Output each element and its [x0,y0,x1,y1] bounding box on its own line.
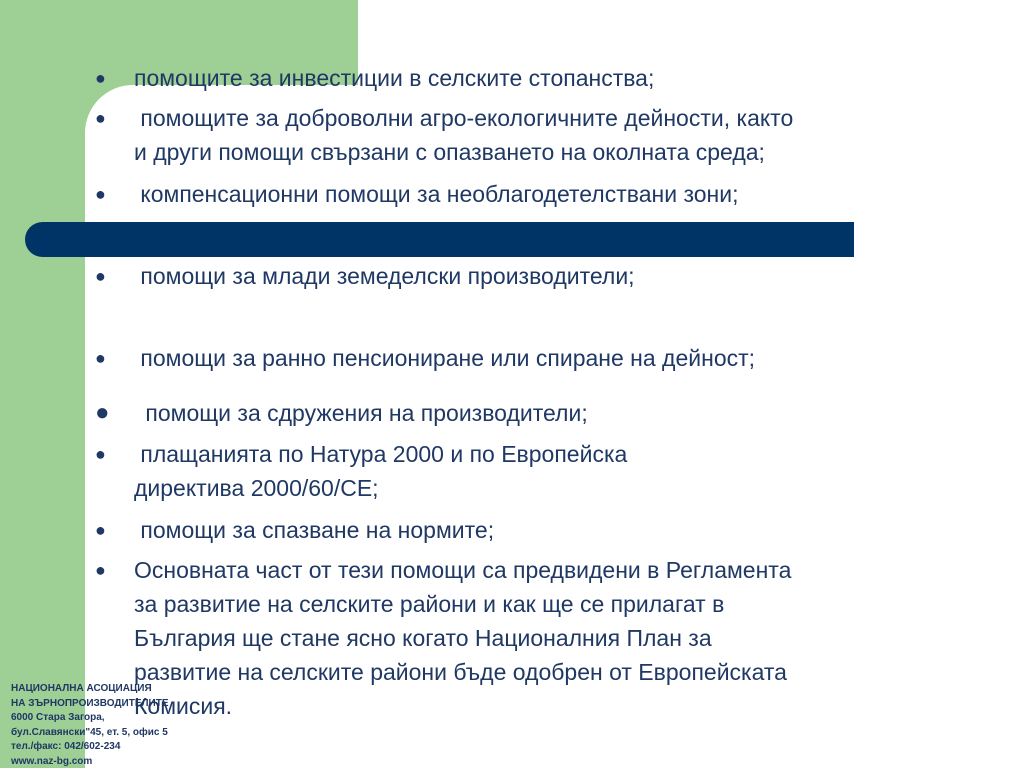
bullet-icon: ● [95,341,119,375]
list-item [95,259,965,293]
bullet-icon: ● [95,396,119,430]
list-item [95,437,965,505]
list-item [95,177,965,211]
footer-address: бул.Славянски"45, ет. 5, офис 5 [11,726,169,741]
footer-line: НА ЗЪРНОПРОИЗВОДИТЕЛИТЕ [11,697,169,712]
list-item [95,553,965,723]
list-item-text: помощи за сдружения на производители; [139,396,965,430]
list-item [95,341,965,375]
list-item [95,61,965,95]
list-item [95,513,965,547]
list-item-text: помощи за ранно пенсиониране или спиране на дейност; [134,341,965,375]
list-item-text: компенсационни помощи за необлагодетелствани зони; [134,177,965,211]
list-item-text: Основната част от тези помощи са предвидени в Регламента за развитие на селските райони и как ще се прилагат в България ще стане ясно когато Националния План за развитие на селските райони бъде одобрен от Европейската Комисия. [134,553,965,723]
footer-line: НАЦИОНАЛНА АСОЦИАЦИЯ [11,682,169,697]
footer-address: 6000 Стара Загора, [11,711,169,726]
bullet-icon: ● [95,513,119,547]
list-item-text: помощи за спазване на нормите; [134,513,965,547]
organization-footer [11,682,169,769]
bullet-icon: ● [95,553,119,587]
list-item-text: плащанията по Натура 2000 и по Европейска директива 2000/60/СЕ; [134,437,965,505]
list-item [95,396,965,430]
footer-website: www.naz-bg.com [11,755,169,769]
list-item [95,101,965,169]
list-item-text: помощи за млади земеделски производители; [134,259,965,293]
bullet-icon: ● [95,259,119,293]
bullet-icon: ● [95,61,119,95]
bullet-icon: ● [95,437,119,471]
bullet-icon: ● [95,101,119,135]
list-item-text: помощите за инвестиции в селските стопанства; [134,61,965,95]
bullet-icon: ● [95,177,119,211]
list-item-text: помощите за доброволни агро-екологичните дейности, както и други помощи свързани с опазването на околната среда; [134,101,965,169]
footer-phone: тел./факс: 042/602-234 [11,740,169,755]
